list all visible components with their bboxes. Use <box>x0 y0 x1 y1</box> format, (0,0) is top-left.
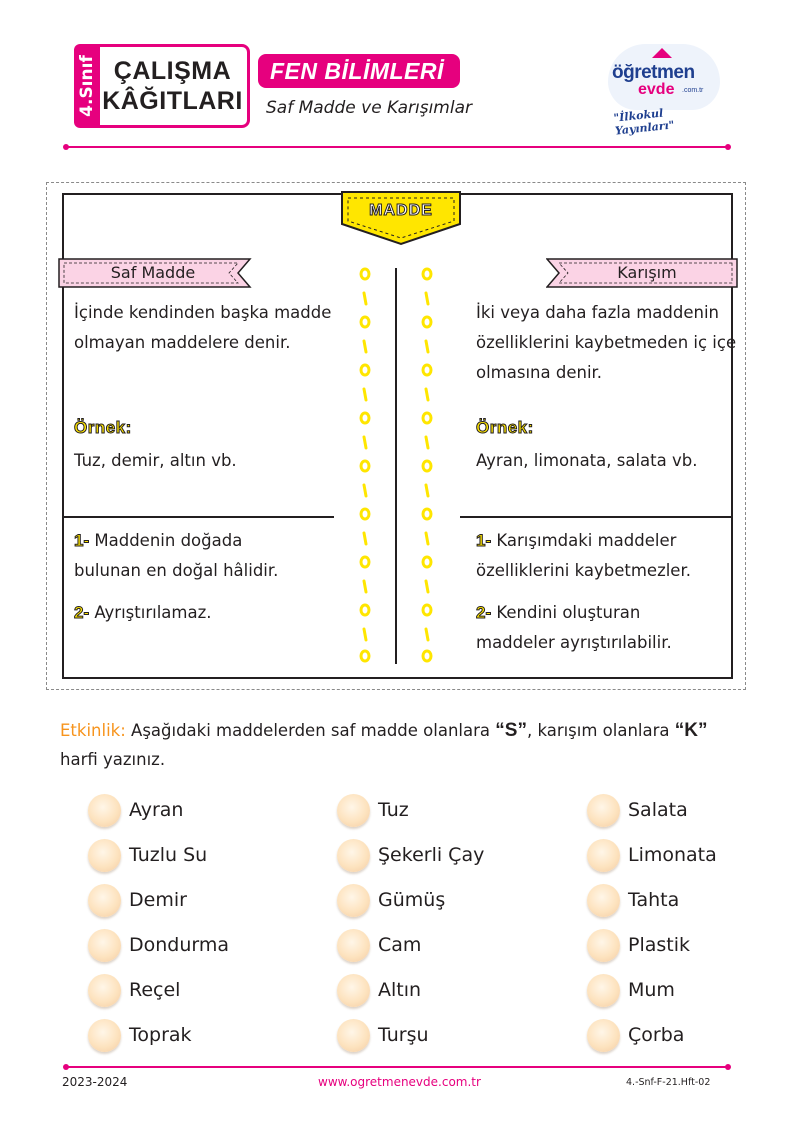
text-line: olmasına denir. <box>476 363 603 382</box>
answer-item <box>337 882 484 918</box>
saf-madde-fact-1 <box>74 526 278 586</box>
text-line: İçinde kendinden başka madde <box>74 303 332 322</box>
answer-bubble[interactable] <box>337 929 370 962</box>
footer-year: 2023-2024 <box>62 1075 128 1089</box>
answer-item <box>587 972 717 1008</box>
activity-text-a: Aşağıdaki maddelerden saf madde olanlara <box>131 721 496 740</box>
answer-item <box>88 882 229 918</box>
item-label: Dondurma <box>129 934 230 956</box>
title-line-2: KÂĞITLARI <box>102 87 243 115</box>
item-label: Demir <box>129 889 187 911</box>
karisim-fact-1 <box>476 526 691 586</box>
activity-instructions <box>60 716 740 774</box>
answer-bubble[interactable] <box>587 884 620 917</box>
answer-column-3 <box>587 792 717 1053</box>
logo-domain: .com.tr <box>682 87 704 94</box>
footer-rule <box>66 1066 728 1068</box>
answer-bubble[interactable] <box>337 1019 370 1052</box>
fact-number: 2- <box>476 603 492 622</box>
item-label: Plastik <box>628 934 691 956</box>
worksheet-title <box>98 44 250 128</box>
text-line: maddeler ayrıştırılabilir. <box>476 633 672 652</box>
saf-madde-ribbon <box>58 258 252 288</box>
karisim-definition <box>476 298 736 388</box>
answer-item <box>88 837 229 873</box>
item-label: Mum <box>628 979 675 1001</box>
chain-left-icon <box>354 266 376 666</box>
answer-bubble[interactable] <box>587 974 620 1007</box>
item-label: Ayran <box>129 799 184 821</box>
fact-number: 2- <box>74 603 90 622</box>
logo-slogan: "İlkokul Yayınları" <box>612 106 676 138</box>
center-divider <box>395 268 397 664</box>
answer-item <box>587 927 717 963</box>
item-label: Tuz <box>378 799 409 821</box>
item-label: Limonata <box>628 844 717 866</box>
madde-title: MADDE <box>369 202 433 219</box>
text-line: Kendini oluşturan <box>496 603 641 622</box>
answer-item <box>587 792 717 828</box>
answer-item <box>587 1017 717 1053</box>
logo-word-ogretmen: öğretmen <box>612 62 695 83</box>
text-line: özelliklerini kaybetmeden iç içe <box>476 333 737 352</box>
subject-tag: FEN BİLİMLERİ <box>258 54 460 88</box>
answer-item <box>337 972 484 1008</box>
karisim-heading: Karışım <box>617 263 677 282</box>
answer-item <box>587 837 717 873</box>
text-line: bulunan en doğal hâlidir. <box>74 561 279 580</box>
fact-number: 1- <box>74 531 90 550</box>
item-label: Cam <box>378 934 422 956</box>
rule-dot-right <box>725 144 731 150</box>
answer-bubble[interactable] <box>337 839 370 872</box>
answer-bubble[interactable] <box>88 929 121 962</box>
answer-item <box>337 837 484 873</box>
fact-number: 1- <box>476 531 492 550</box>
saf-madde-heading: Saf Madde <box>110 263 196 282</box>
logo-word-evde: evde <box>638 81 675 98</box>
answer-bubble[interactable] <box>88 794 121 827</box>
answer-item <box>88 927 229 963</box>
item-label: Salata <box>628 799 688 821</box>
text-line: Ayrıştırılamaz. <box>94 603 212 622</box>
chain-right-icon <box>416 266 438 666</box>
madde-banner <box>340 190 462 246</box>
answer-bubble[interactable] <box>587 839 620 872</box>
text-line: Maddenin doğada <box>94 531 243 550</box>
item-label: Turşu <box>378 1024 429 1046</box>
title-line-1: ÇALIŞMA <box>113 57 232 85</box>
footer-url[interactable]: www.ogretmenevde.com.tr <box>318 1075 481 1089</box>
item-label: Toprak <box>129 1024 192 1046</box>
answer-column-1 <box>88 792 229 1053</box>
answer-column-2 <box>337 792 484 1053</box>
answer-item <box>88 1017 229 1053</box>
karisim-example: Ayran, limonata, salata vb. <box>476 451 698 470</box>
answer-bubble[interactable] <box>587 1019 620 1052</box>
activity-text-line2: harfi yazınız. <box>60 750 166 769</box>
footer-dot-right <box>725 1064 731 1070</box>
answer-item <box>587 882 717 918</box>
answer-bubble[interactable] <box>587 929 620 962</box>
answer-item <box>337 1017 484 1053</box>
publisher-logo <box>608 44 723 138</box>
letter-k: “K” <box>674 720 708 741</box>
letter-s: “S” <box>495 720 527 741</box>
grade-label: 4.Sınıf <box>77 55 97 117</box>
saf-madde-definition <box>74 298 331 358</box>
answer-bubble[interactable] <box>587 794 620 827</box>
answer-bubble[interactable] <box>88 974 121 1007</box>
answer-bubble[interactable] <box>337 794 370 827</box>
text-line: olmayan maddelere denir. <box>74 333 291 352</box>
saf-madde-fact-2 <box>74 598 211 628</box>
activity-text-b: , karışım olanlara <box>526 721 675 740</box>
right-divider <box>460 516 733 518</box>
topic-subtitle: Saf Madde ve Karışımlar <box>266 98 472 118</box>
item-label: Çorba <box>628 1024 685 1046</box>
text-line: Karışımdaki maddeler <box>496 531 677 550</box>
karisim-fact-2 <box>476 598 672 658</box>
answer-bubble[interactable] <box>337 884 370 917</box>
item-label: Şekerli Çay <box>378 844 485 866</box>
activity-label: Etkinlik: <box>60 721 126 740</box>
answer-bubble[interactable] <box>337 974 370 1007</box>
answer-item <box>337 792 484 828</box>
item-label: Tahta <box>628 889 680 911</box>
item-label: Tuzlu Su <box>129 844 208 866</box>
header-rule <box>66 146 728 148</box>
answer-bubble[interactable] <box>88 1019 121 1052</box>
item-label: Altın <box>378 979 422 1001</box>
answer-bubble[interactable] <box>88 839 121 872</box>
answer-item <box>88 972 229 1008</box>
text-line: özelliklerini kaybetmezler. <box>476 561 691 580</box>
item-label: Gümüş <box>378 889 446 911</box>
karisim-example-label: Örnek: <box>476 418 534 437</box>
house-roof-icon <box>652 48 672 58</box>
grade-tab <box>74 44 100 128</box>
left-divider <box>62 516 334 518</box>
answer-item <box>337 927 484 963</box>
saf-madde-example-label: Örnek: <box>74 418 132 437</box>
answer-item <box>88 792 229 828</box>
text-line: İki veya daha fazla maddenin <box>476 303 719 322</box>
karisim-ribbon <box>546 258 738 288</box>
item-label: Reçel <box>129 979 181 1001</box>
saf-madde-example: Tuz, demir, altın vb. <box>74 451 237 470</box>
footer-code: 4.-Snf-F-21.Hft-02 <box>626 1077 711 1088</box>
answer-bubble[interactable] <box>88 884 121 917</box>
